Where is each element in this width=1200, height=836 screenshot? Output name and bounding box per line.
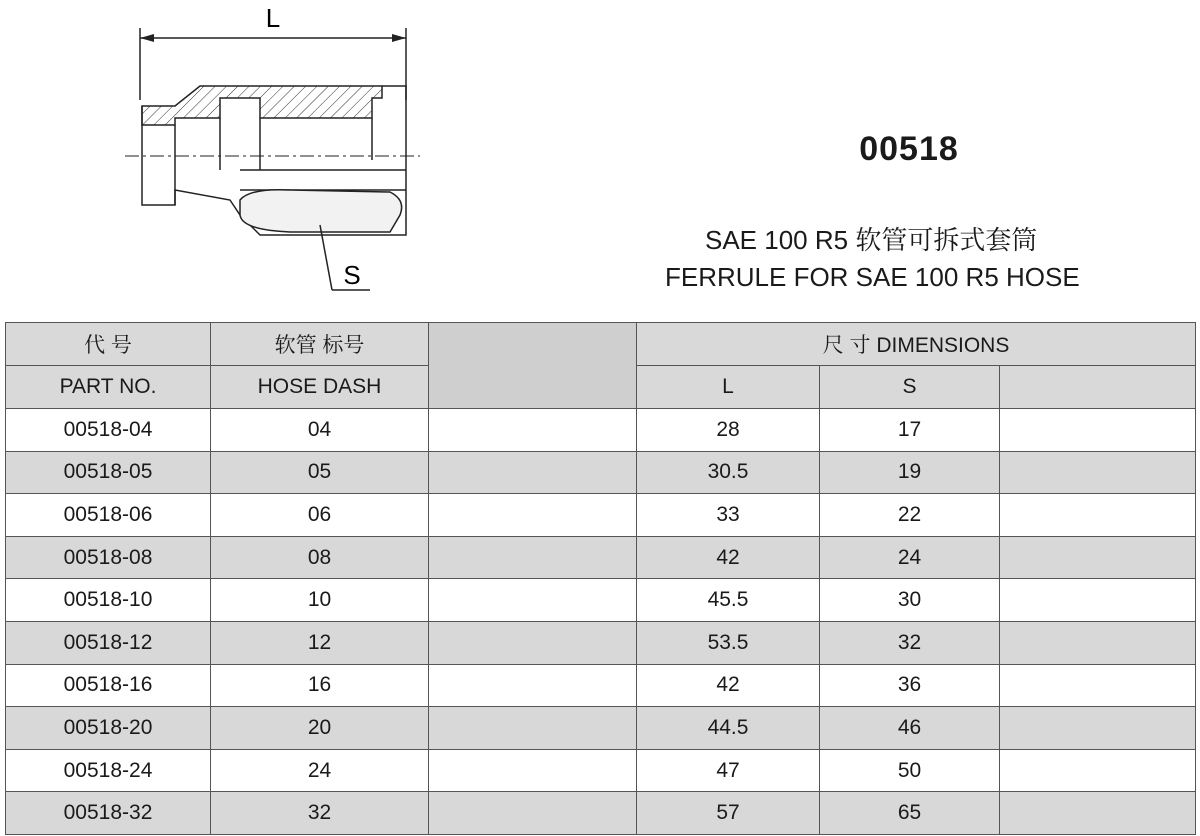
header-hose-dash-cn: 软管 标号 — [211, 323, 429, 366]
cell-dash: 06 — [211, 494, 429, 537]
cell-blank — [429, 451, 637, 494]
cell-dash: 20 — [211, 707, 429, 750]
header-part-no-cn: 代 号 — [6, 323, 211, 366]
table-row — [6, 451, 1196, 494]
cell-part: 00518-16 — [6, 664, 211, 707]
title-block — [640, 130, 1160, 169]
cell-part: 00518-12 — [6, 621, 211, 664]
cell-S: 65 — [820, 792, 1000, 835]
dimension-S-label: S — [343, 260, 361, 290]
cell-S: 24 — [820, 536, 1000, 579]
ferrule-section — [125, 86, 420, 290]
cell-blank — [429, 579, 637, 622]
cell-dash: 32 — [211, 792, 429, 835]
cell-part: 00518-20 — [6, 707, 211, 750]
cell-L: 57 — [637, 792, 820, 835]
table-row — [6, 749, 1196, 792]
cell-blank — [1000, 536, 1196, 579]
cell-part: 00518-04 — [6, 409, 211, 452]
cell-L: 45.5 — [637, 579, 820, 622]
cell-part: 00518-10 — [6, 579, 211, 622]
subtitle-english: FERRULE FOR SAE 100 R5 HOSE — [665, 262, 1080, 292]
cell-part: 00518-08 — [6, 536, 211, 579]
cell-L: 53.5 — [637, 621, 820, 664]
header-dimensions: 尺 寸 DIMENSIONS — [637, 323, 1196, 366]
cell-blank — [1000, 451, 1196, 494]
table-body — [6, 409, 1196, 835]
cell-blank — [429, 409, 637, 452]
header-row-1 — [6, 323, 1196, 366]
cell-S: 22 — [820, 494, 1000, 537]
cell-part: 00518-06 — [6, 494, 211, 537]
cell-dash: 04 — [211, 409, 429, 452]
table-row — [6, 707, 1196, 750]
cell-S: 46 — [820, 707, 1000, 750]
cell-L: 28 — [637, 409, 820, 452]
table-row — [6, 664, 1196, 707]
cell-L: 42 — [637, 664, 820, 707]
cell-L: 47 — [637, 749, 820, 792]
cell-blank — [429, 494, 637, 537]
cell-blank — [429, 621, 637, 664]
header-hose-dash-en: HOSE DASH — [211, 366, 429, 409]
ferrule-drawing — [120, 0, 430, 300]
table-row — [6, 621, 1196, 664]
cell-S: 50 — [820, 749, 1000, 792]
cell-S: 17 — [820, 409, 1000, 452]
table-row — [6, 579, 1196, 622]
cell-S: 30 — [820, 579, 1000, 622]
cell-dash: 16 — [211, 664, 429, 707]
cell-S: 32 — [820, 621, 1000, 664]
cell-part: 00518-32 — [6, 792, 211, 835]
cell-blank — [429, 749, 637, 792]
cell-blank — [429, 792, 637, 835]
header-part-no-en: PART NO. — [6, 366, 211, 409]
table-row — [6, 494, 1196, 537]
cell-dash: 24 — [211, 749, 429, 792]
cell-L: 44.5 — [637, 707, 820, 750]
cell-part: 00518-05 — [6, 451, 211, 494]
table-row — [6, 792, 1196, 835]
product-code: 00518 — [859, 130, 959, 168]
cell-L: 42 — [637, 536, 820, 579]
table-row — [6, 536, 1196, 579]
cell-blank — [429, 707, 637, 750]
table-row — [6, 409, 1196, 452]
cell-blank — [1000, 621, 1196, 664]
cell-L: 30.5 — [637, 451, 820, 494]
cell-dash: 12 — [211, 621, 429, 664]
cell-L: 33 — [637, 494, 820, 537]
header-col-S: S — [820, 366, 1000, 409]
dimension-L-label: L — [265, 3, 281, 33]
subtitle-chinese: SAE 100 R5 软管可拆式套筒 — [705, 225, 1038, 255]
header-blank — [429, 323, 637, 409]
cell-blank — [1000, 409, 1196, 452]
cell-blank — [1000, 579, 1196, 622]
dimensions-table — [5, 322, 1196, 835]
header-col-L: L — [637, 366, 820, 409]
cell-blank — [1000, 749, 1196, 792]
cell-blank — [1000, 792, 1196, 835]
cell-dash: 10 — [211, 579, 429, 622]
cell-dash: 08 — [211, 536, 429, 579]
cell-blank — [1000, 707, 1196, 750]
header-blank-2 — [1000, 366, 1196, 409]
cell-S: 19 — [820, 451, 1000, 494]
cell-part: 00518-24 — [6, 749, 211, 792]
cell-blank — [429, 664, 637, 707]
cell-dash: 05 — [211, 451, 429, 494]
cell-blank — [1000, 494, 1196, 537]
cell-blank — [429, 536, 637, 579]
cell-blank — [1000, 664, 1196, 707]
cell-S: 36 — [820, 664, 1000, 707]
